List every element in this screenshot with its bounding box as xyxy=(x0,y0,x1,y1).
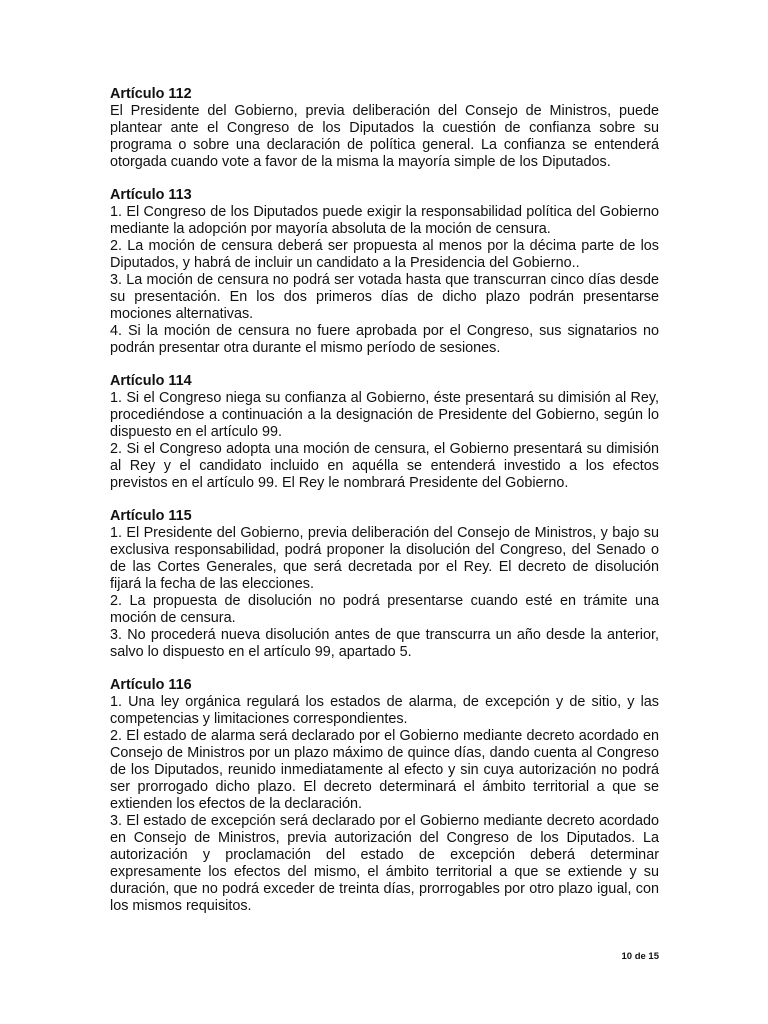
article-paragraph: 3. No procederá nueva disolución antes de que transcurra un año desde la anterior, salvo lo dispuesto en el artículo 99, apartado 5. xyxy=(110,627,659,660)
article-112 xyxy=(110,86,659,171)
article-paragraph: El Presidente del Gobierno, previa deliberación del Consejo de Ministros, puede plantear ante el Congreso de los Diputados la cuestión de confianza sobre su programa o sobre una declaración de política general. La confianza se entenderá otorgada cuando vote a favor de la misma la mayoría simple de los Diputados. xyxy=(110,103,659,170)
document-page xyxy=(110,86,659,931)
article-paragraph: 2. Si el Congreso adopta una moción de censura, el Gobierno presentará su dimisión al Rey y el candidato incluido en aquélla se entenderá investido a los efectos previstos en el artículo 99. El Rey le nombrará Presidente del Gobierno. xyxy=(110,441,659,491)
article-title: Artículo 116 xyxy=(110,677,192,693)
article-title: Artículo 114 xyxy=(110,373,192,389)
article-paragraph: 2. La propuesta de disolución no podrá presentarse cuando esté en trámite una moción de censura. xyxy=(110,593,659,626)
article-paragraph: 1. El Congreso de los Diputados puede exigir la responsabilidad política del Gobierno mediante la adopción por mayoría absoluta de la moción de censura. xyxy=(110,204,659,237)
article-paragraph: 1. Una ley orgánica regulará los estados de alarma, de excepción y de sitio, y las competencias y limitaciones correspondientes. xyxy=(110,694,659,727)
page-number: 10 de 15 xyxy=(621,951,659,962)
article-113 xyxy=(110,187,659,357)
article-paragraph: 4. Si la moción de censura no fuere aprobada por el Congreso, sus signatarios no podrán presentar otra durante el mismo período de sesiones. xyxy=(110,323,659,356)
article-title: Artículo 113 xyxy=(110,187,192,203)
article-115 xyxy=(110,508,659,661)
article-paragraph: 3. El estado de excepción será declarado por el Gobierno mediante decreto acordado en Consejo de Ministros, previa autorización del Congreso de los Diputados. La autorización y proclamación del estado de excepción deberá determinar expresamente los efectos del mismo, el ámbito territorial a que se extiende y su duración, que no podrá exceder de treinta días, prorrogables por otro plazo igual, con los mismos requisitos. xyxy=(110,813,659,914)
article-114 xyxy=(110,373,659,492)
article-paragraph: 2. El estado de alarma será declarado por el Gobierno mediante decreto acordado en Consejo de Ministros por un plazo máximo de quince días, dando cuenta al Congreso de los Diputados, reunido inmediatamente al efecto y sin cuya autorización no podrá ser prorrogado dicho plazo. El decreto determinará el ámbito territorial a que se extienden los efectos de la declaración. xyxy=(110,728,659,812)
article-title: Artículo 115 xyxy=(110,508,192,524)
article-paragraph: 2. La moción de censura deberá ser propuesta al menos por la décima parte de los Diputados, y habrá de incluir un candidato a la Presidencia del Gobierno.. xyxy=(110,238,659,271)
article-title: Artículo 112 xyxy=(110,86,192,102)
article-paragraph: 1. Si el Congreso niega su confianza al Gobierno, éste presentará su dimisión al Rey, procediéndose a continuación a la designación de Presidente del Gobierno, según lo dispuesto en el artículo 99. xyxy=(110,390,659,440)
article-paragraph: 3. La moción de censura no podrá ser votada hasta que transcurran cinco días desde su presentación. En los dos primeros días de dicho plazo podrán presentarse mociones alternativas. xyxy=(110,272,659,322)
article-116 xyxy=(110,677,659,915)
article-paragraph: 1. El Presidente del Gobierno, previa deliberación del Consejo de Ministros, y bajo su exclusiva responsabilidad, podrá proponer la disolución del Congreso, del Senado o de las Cortes Generales, que será decretada por el Rey. El decreto de disolución fijará la fecha de las elecciones. xyxy=(110,525,659,592)
